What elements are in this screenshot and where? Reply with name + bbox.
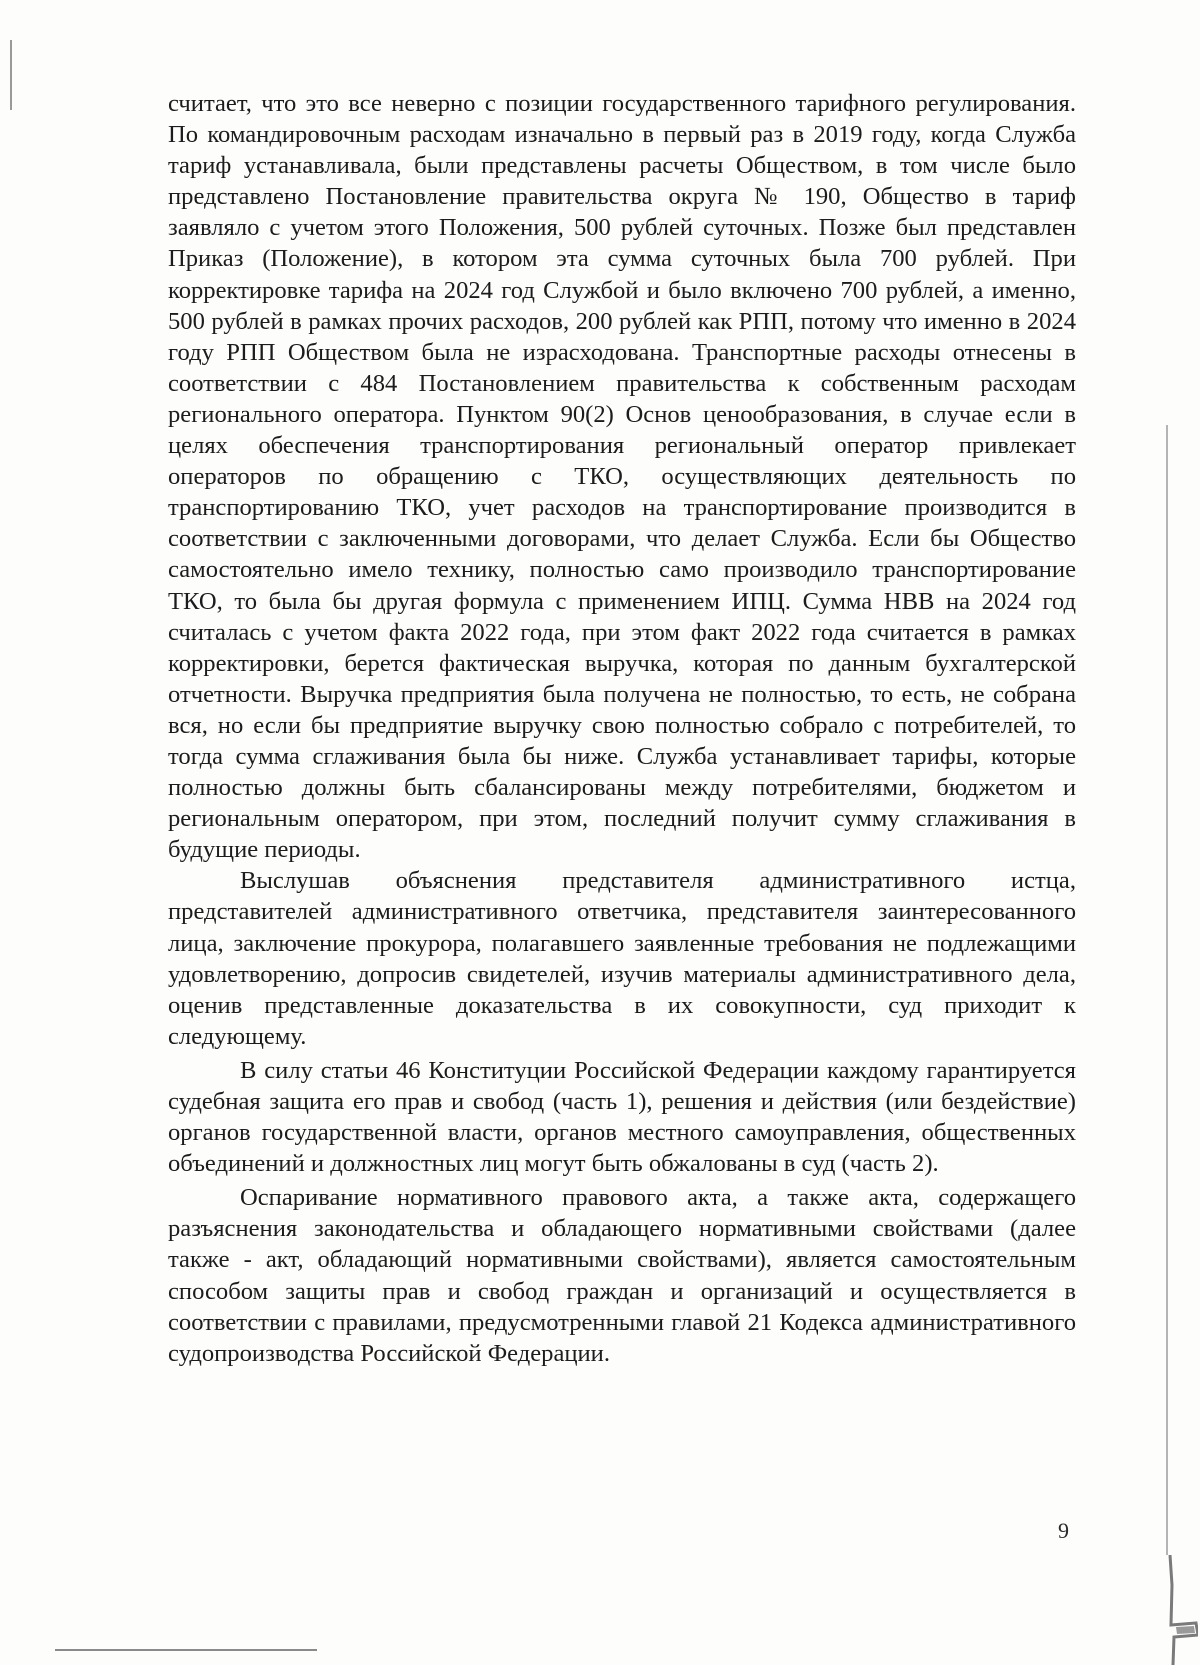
scan-artifact-left <box>10 40 12 110</box>
paragraph: Оспаривание нормативного правового акта, а также акта, содержащего разъяснения законодательства и обладающего нормативными свойствами (далее также - акт, обладающий нормативными свойствами), является самостоятельным способом защиты прав и свобод граждан и организаций и осуществляется в соответствии с правилами, предусмотренными главой 21 Кодекса административного судопроизводства Российской Федерации. <box>168 1184 1076 1367</box>
paragraph: В силу статьи 46 Конституции Российской Федерации каждому гарантируется судебная защита его прав и свобод (часть 1), решения и действия (или бездействие) органов государственной власти, органов местного самоуправления, общественных объединений и должностных лиц могут быть обжалованы в суд (часть 2). <box>168 1056 1076 1178</box>
paragraph: считает, что это все неверно с позиции государственного тарифного регулирования. По командировочным расходам изначально в первый раз в 2019 году, когда Служба тариф устанавливала, были представлены расчеты Обществом, в том числе было представлено Постановление правительства округа № 190, Общество в тариф заявляло с учетом этого Положения, 500 рублей суточных. Позже был представлен Приказ (Положение), в котором эта сумма суточных была 700 рублей. При корректировке тарифа на 2024 год Службой и было включено 700 рублей, а именно, 500 рублей в рамках прочих расходов, 200 рублей как РПП, потому что именно в 2024 году РПП Обществом была не израсходована. Транспортные расходы отнесены в соответствии с 484 Постановлением правительства к собственным расходам регионального оператора. Пунктом 90(2) Основ ценообразования, в случае если в целях обеспечения транспортирования региональный оператор привлекает операторов по обращению с ТКО, осуществляющих деятельность по транспортированию ТКО, учет расходов на транспортирование производится в соответствии с заключенными договорами, что делает Служба. Если бы Общество самостоятельно имело технику, полностью само производило транспортирование ТКО, то была бы другая формула с применением ИПЦ. Сумма НВВ на 2024 год считалась с учетом факта 2022 года, при этом факт 2022 года считается в рамках корректировки, берется фактическая выручка, которая по данным бухгалтерской отчетности. Выручка предприятия была получена не полностью, то есть, не собрана вся, но если бы предприятие выручку свою полностью собрало с потребителей, то тогда сумма сглаживания была бы ниже. Служба устанавливает тарифы, которые полностью должны быть сбалансированы между потребителями, бюджетом и региональным оператором, при этом, последний получит сумму сглаживания в будущие периоды. <box>168 90 1076 864</box>
scan-artifact-clip <box>1168 1555 1198 1665</box>
body-text <box>168 88 1076 1369</box>
scan-artifact-bottom-line <box>55 1649 317 1651</box>
paragraph: Выслушав объяснения представителя административного истца, представителей административного ответчика, представителя заинтересованного лица, заключение прокурора, полагавшего заявленные требования не подлежащими удовлетворению, допросив свидетелей, изучив материалы административного дела, оценив представленные доказательства в их совокупности, суд приходит к следующему. <box>168 867 1076 1050</box>
scan-artifact-right <box>1166 425 1168 1555</box>
page-number: 9 <box>1058 1518 1069 1543</box>
